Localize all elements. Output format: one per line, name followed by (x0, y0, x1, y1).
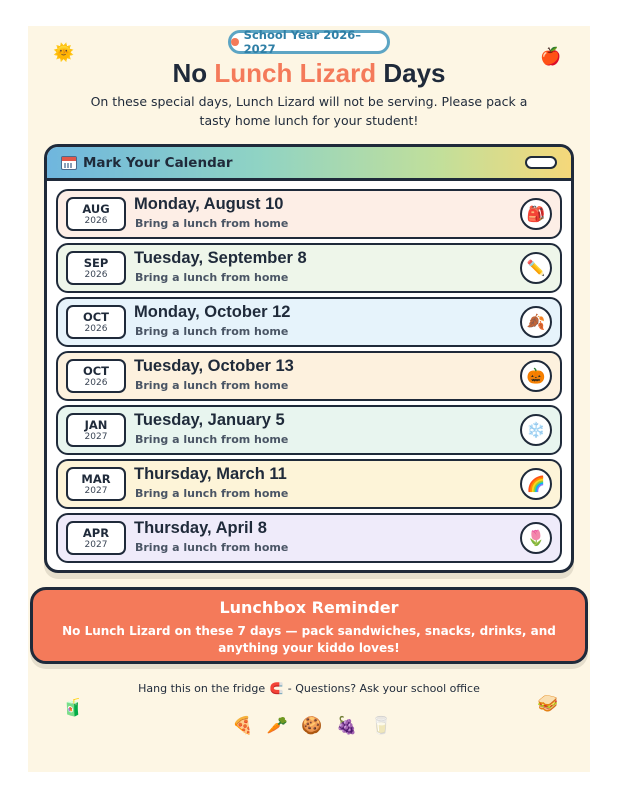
tulip-icon: 🌷 (520, 522, 552, 554)
rainbow-icon: 🌈 (520, 468, 552, 500)
date-month: OCT (82, 310, 110, 324)
date-title: Tuesday, January 5 (134, 411, 285, 429)
date-badge (66, 521, 126, 555)
apple-icon: 🍎 (540, 47, 562, 67)
date-month: OCT (82, 364, 110, 378)
date-badge (66, 359, 126, 393)
autumn-leaves-icon: 🍂 (520, 306, 552, 338)
date-note: Bring a lunch from home (135, 379, 289, 392)
reminder-title: Lunchbox Reminder (219, 598, 399, 617)
date-title: Thursday, March 11 (134, 465, 287, 483)
date-title: Thursday, April 8 (134, 519, 267, 537)
magnet-icon: 🧲 (269, 682, 284, 695)
juice-box-icon: 🧃 (62, 698, 84, 718)
date-year: 2027 (84, 432, 108, 442)
date-badge (66, 413, 126, 447)
food-icon: 🥛 (370, 716, 392, 736)
date-row (56, 189, 562, 239)
food-icon-row (232, 718, 392, 735)
calendar-icon (61, 156, 77, 170)
food-icon: 🍇 (336, 716, 358, 736)
date-title: Tuesday, September 8 (134, 249, 307, 267)
date-note: Bring a lunch from home (135, 487, 289, 500)
footer-note: Hang this on the fridge 🧲 - Questions? Ask your school office (138, 682, 480, 695)
date-note: Bring a lunch from home (135, 271, 289, 284)
date-row (56, 459, 562, 509)
date-badge (66, 305, 126, 339)
date-month: MAR (81, 472, 111, 486)
date-month: APR (82, 526, 110, 540)
date-month: JAN (84, 418, 108, 432)
calendar-header (47, 147, 571, 181)
page-subtitle: On these special days, Lunch Lizard will not be serving. Please pack a tasty home lunch for your student! (90, 94, 528, 128)
date-note: Bring a lunch from home (135, 217, 289, 230)
date-row (56, 243, 562, 293)
date-badge (66, 467, 126, 501)
date-row (56, 297, 562, 347)
badge-dot (231, 38, 239, 46)
food-icon: 🥕 (266, 716, 288, 736)
pencil-icon: ✏️ (520, 252, 552, 284)
date-year: 2027 (84, 486, 108, 496)
page-title: No Lunch Lizard Days (172, 58, 446, 88)
date-note: Bring a lunch from home (135, 433, 289, 446)
calendar-title: Mark Your Calendar (83, 154, 233, 171)
date-row (56, 513, 562, 563)
reminder-body: No Lunch Lizard on these 7 days — pack sandwiches, snacks, drinks, and anything your kiddo loves! (62, 624, 556, 655)
date-year: 2026 (84, 216, 108, 226)
date-list (56, 189, 562, 567)
calendar-card (44, 144, 574, 573)
date-year: 2026 (84, 378, 108, 388)
date-month: AUG (82, 202, 110, 216)
date-year: 2026 (84, 270, 108, 280)
date-year: 2027 (84, 540, 108, 550)
date-month: SEP (83, 256, 109, 270)
pumpkin-icon: 🎃 (520, 360, 552, 392)
lunchbox-reminder-banner (30, 587, 588, 664)
date-title: Tuesday, October 13 (134, 357, 294, 375)
sandwich-icon: 🥪 (537, 694, 559, 714)
date-year: 2026 (84, 324, 108, 334)
food-icon: 🍕 (232, 716, 254, 736)
date-row (56, 405, 562, 455)
snowflake-icon: ❄️ (520, 414, 552, 446)
date-title: Monday, August 10 (134, 195, 284, 213)
date-badge (66, 197, 126, 231)
school-year-badge (228, 30, 390, 54)
date-title: Monday, October 12 (134, 303, 291, 321)
header-pill-decoration (525, 156, 557, 169)
title-highlight: Lunch Lizard (214, 58, 377, 88)
date-note: Bring a lunch from home (135, 541, 289, 554)
food-icon: 🍪 (301, 716, 323, 736)
backpack-icon: 🎒 (520, 198, 552, 230)
date-badge (66, 251, 126, 285)
date-note: Bring a lunch from home (135, 325, 289, 338)
sun-icon: 🌞 (53, 43, 75, 63)
school-year-label: School Year 2026–2027 (243, 28, 361, 56)
date-row (56, 351, 562, 401)
